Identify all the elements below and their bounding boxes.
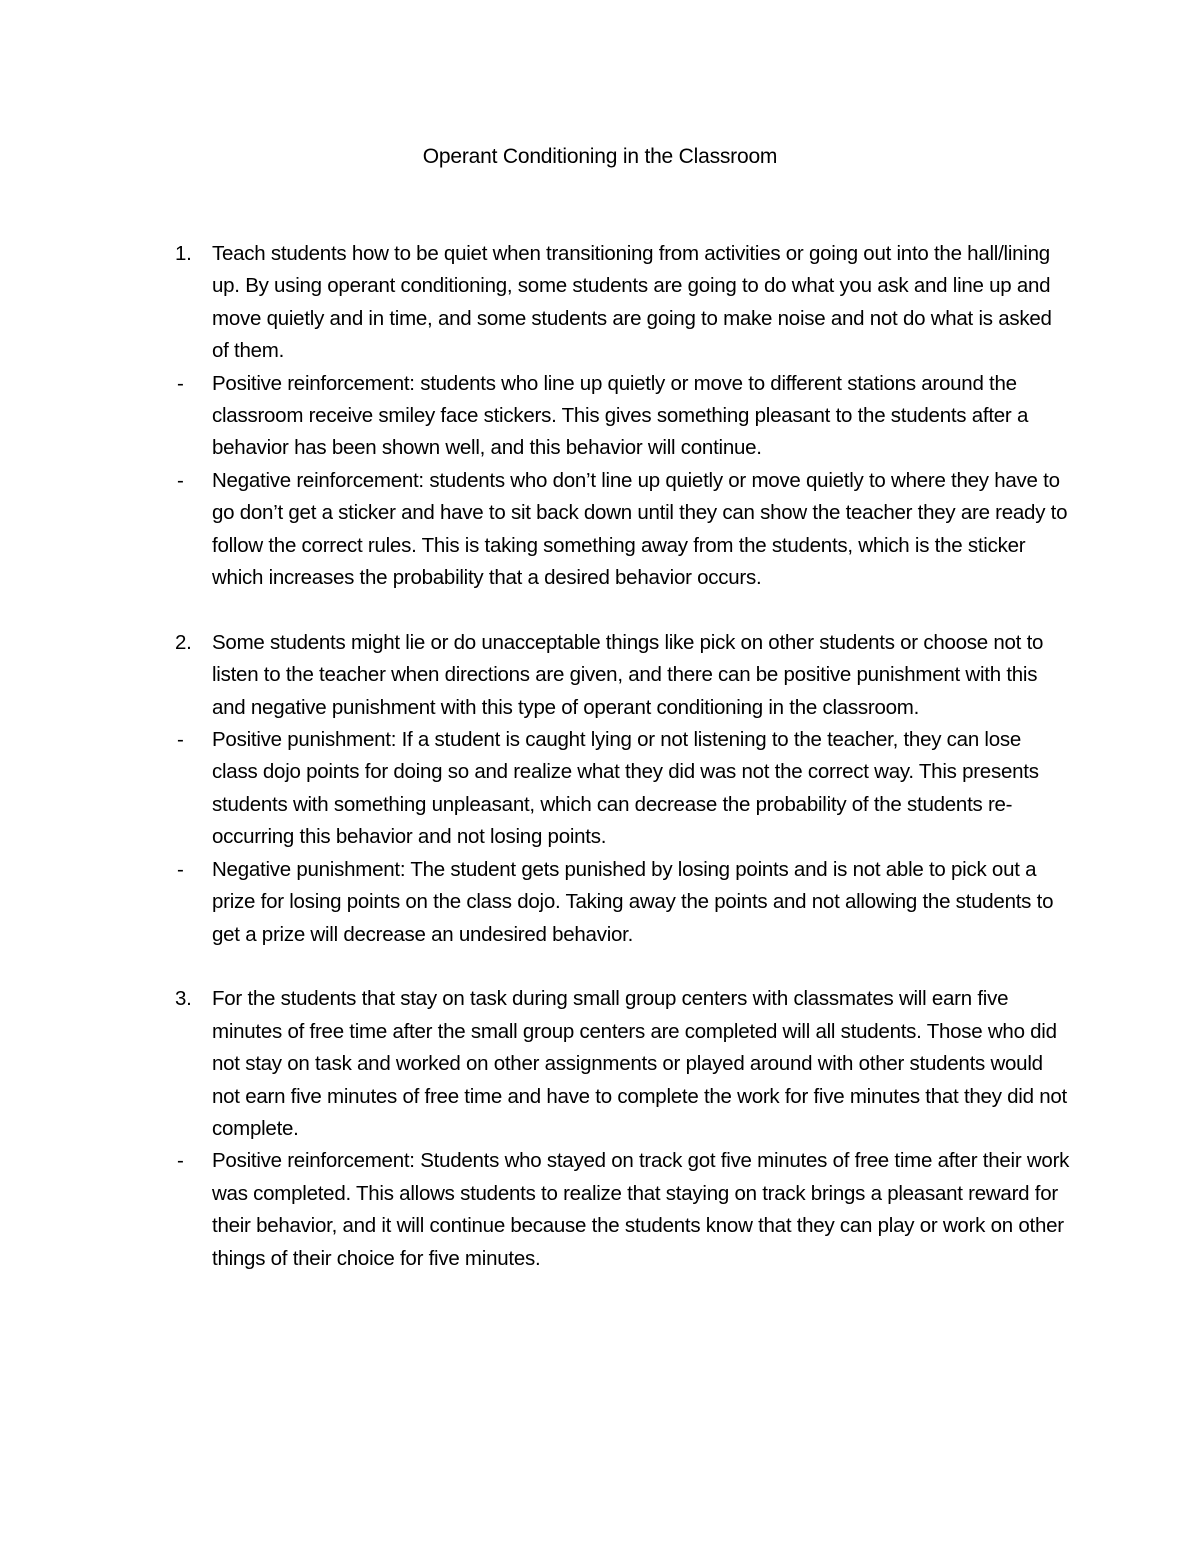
dash-marker: - <box>177 1149 184 1173</box>
item-text: For the students that stay on task during small group centers with classmates will earn five minutes of free time after the small group centers are completed will all students. Those who did not stay on task and worked on other assignments or played around with other students would not earn five minutes of free time and have to complete the work for five minutes that they did not complete. <box>212 987 1067 1140</box>
bullet-item <box>175 724 1070 854</box>
item-number: 1. <box>175 242 192 265</box>
dash-marker: - <box>177 728 184 752</box>
numbered-item-1 <box>175 238 1070 368</box>
bullet-text: Positive reinforcement: Students who stayed on track got five minutes of free time after their work was completed. This allows students to realize that staying on track brings a pleasant reward for their behavior, and it will continue because the students know that they can play or work on other things of their choice for five minutes. <box>212 1149 1070 1270</box>
bullet-text: Negative reinforcement: students who don’t line up quietly or move quietly to where they have to go don’t get a sticker and have to sit back down until they can show the teacher they are ready to follow the correct rules. This is taking something away from the students, which is the sticker which increases the probability that a desired behavior occurs. <box>212 468 1068 590</box>
document-title: Operant Conditioning in the Classroom <box>422 145 778 168</box>
section-2 <box>175 627 1070 951</box>
numbered-item-3 <box>175 983 1070 1145</box>
numbered-item-2 <box>175 627 1070 724</box>
item-number: 2. <box>175 630 192 654</box>
bullet-text: Positive reinforcement: students who line up quietly or move to different stations around the classroom receive smiley face stickers. This gives something pleasant to the students after a behavior has been shown well, and this behavior will continue. <box>212 371 1029 460</box>
bullet-item <box>175 854 1070 951</box>
document-body <box>175 238 1070 1275</box>
dash-marker: - <box>177 371 184 395</box>
item-text: Teach students how to be quiet when transitioning from activities or going out into the hall/lining up. By using operant conditioning, some students are going to do what you ask and line up and move quietly and in time, and some students are going to make noise and not do what is asked of them. <box>212 242 1052 363</box>
bullet-text: Negative punishment: The student gets punished by losing points and is not able to pick out a prize for losing points on the class dojo. Taking away the points and not allowing the students to get a prize will decrease an undesired behavior. <box>212 857 1054 946</box>
bullet-item <box>175 465 1070 595</box>
item-number: 3. <box>175 987 192 1011</box>
dash-marker: - <box>177 857 184 881</box>
dash-marker: - <box>177 468 184 492</box>
bullet-item <box>175 368 1070 465</box>
section-1 <box>175 238 1070 594</box>
item-text: Some students might lie or do unacceptable things like pick on other students or choose not to listen to the teacher when directions are given, and there can be positive punishment with this and negative punishment with this type of operant conditioning in the classroom. <box>212 630 1044 719</box>
bullet-item <box>175 1145 1070 1275</box>
bullet-text: Positive punishment: If a student is caught lying or not listening to the teacher, they can lose class dojo points for doing so and realize what they did was not the correct way. This presents students with something unpleasant, which can decrease the probability of the students re-occurring this behavior and not losing points. <box>212 728 1039 849</box>
section-3 <box>175 983 1070 1275</box>
